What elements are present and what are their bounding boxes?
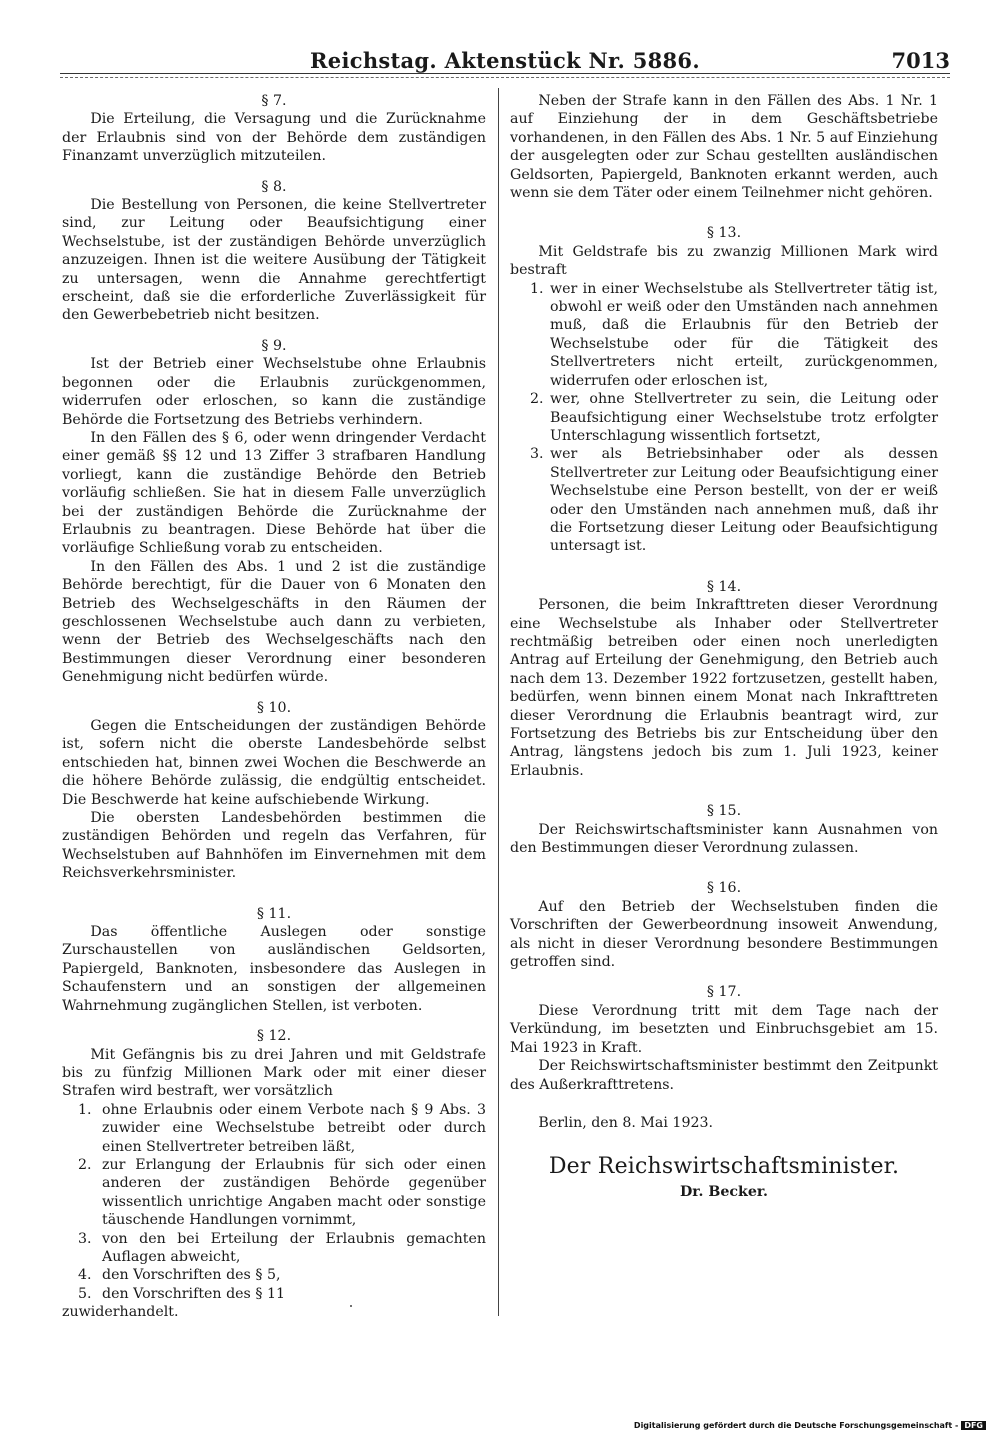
section-heading: § 17. — [706, 984, 742, 1001]
paragraph: Auf den Betrieb der Wechselstuben finden die Vorschriften der Gewerbeordnung insoweit Anwendung, als nicht in dieser Verordnung besondere Bestimmungen getroffen sind. — [510, 898, 938, 971]
section-heading: § 9. — [261, 337, 287, 354]
paragraph: Gegen die Entscheidungen der zuständigen Behörde ist, sofern nicht die oberste Landesbehörde selbst entschieden hat, binnen zwei Wochen die Beschwerde an die höhere Behörde zulässig, die endgültig entscheidet. Die Beschwerde hat keine aufschiebende Wirkung. — [62, 718, 486, 808]
list-item: 2. wer, ohne Stellvertreter zu sein, die Leitung oder Beaufsichtigung einer Wechselstube trotz erfolgter Unterschlagung wissentlich fortsetzt, — [530, 391, 938, 444]
section-heading: § 15. — [706, 803, 742, 820]
paragraph: Der Reichswirtschaftsminister kann Ausnahmen von den Bestimmungen dieser Verordnung zulassen. — [510, 821, 938, 857]
paragraph: Ist der Betrieb einer Wechselstube ohne Erlaubnis begonnen oder die Erlaubnis zurückgenommen, widerrufen oder erloschen, so kann die zuständige Behörde die Fortsetzung des Betriebs verhindern. — [62, 356, 486, 428]
list-item: 3. von den bei Erteilung der Erlaubnis gemachten Auflagen abweicht, — [78, 1230, 486, 1265]
signer-title: Der Reichswirtschaftsminister. — [548, 1154, 900, 1180]
penalty-list — [510, 280, 938, 556]
footer-text: Digitalisierung gefördert durch die Deutsche Forschungsgemeinschaft - — [633, 1421, 959, 1430]
section-heading: § 14. — [706, 578, 742, 595]
header-rule-dashed — [60, 77, 950, 78]
section-heading: § 7. — [261, 93, 287, 109]
paragraph: Die Erteilung, die Versagung und die Zurücknahme der Erlaubnis sind von der Behörde dem zuständigen Finanzamt unverzüglich mitzuteilen. — [62, 111, 486, 165]
section-heading: § 10. — [256, 699, 292, 716]
list-item: 2. zur Erlangung der Erlaubnis für sich oder einen anderen der zuständigen Behörde gegenüber wissentlich unrichtige Angaben macht oder sonstige täuschende Handlungen vornimmt, — [78, 1156, 486, 1229]
column-divider — [498, 88, 499, 1316]
list-item: 1. wer in einer Wechselstube als Stellvertreter tätig ist, obwohl er weiß oder den Umständen nach annehmen muß, daß die Erlaubnis für den Betrieb der Wechselstube oder für die Tätigkeit des Stellvertreters nicht erteilt, zurückgenommen, widerrufen oder erloschen ist, — [530, 280, 938, 389]
left-column — [62, 92, 486, 1322]
paragraph: In den Fällen des § 6, oder wenn dringender Verdacht einer gemäß §§ 12 und 13 Ziffer 3 strafbaren Handlung vorliegt, kann die zuständige Behörde den Betrieb vorläufig schließen. Sie hat in diesem Falle unverzüglich bei der zuständigen Behörde die Zurücknahme der Erlaubnis zu beantragen. Diese Behörde hat über die vorläufige Schließung vorab zu entscheiden. — [62, 429, 486, 557]
paragraph: Die Bestellung von Personen, die keine Stellvertreter sind, zur Leitung oder Beaufsichtigung einer Wechselstube, ist der zuständigen Behörde unverzüglich anzuzeigen. Ihnen ist die weitere Ausübung der Tätigkeit zu untersagen, wenn die Annahme gerechtfertigt erscheint, daß sie die erforderliche Zuverlässigkeit für den Gewerbebetrieb nicht besitzen. — [62, 197, 486, 324]
section-heading: § 16. — [706, 880, 742, 897]
paragraph: Der Reichswirtschaftsminister bestimmt den Zeitpunkt des Außerkrafttretens. — [510, 1058, 938, 1093]
paragraph: zuwiderhandelt. — [62, 1304, 179, 1321]
print-speck — [350, 1305, 352, 1307]
paragraph: Mit Geldstrafe bis zu zwanzig Millionen Mark wird bestraft — [510, 243, 938, 279]
paragraph: Mit Gefängnis bis zu drei Jahren und mit Geldstrafe bis zu fünfzig Millionen Mark oder mit einer dieser Strafen wird bestraft, wer vorsätzlich — [62, 1046, 486, 1100]
section-heading: § 8. — [261, 178, 287, 195]
place-date: Berlin, den 8. Mai 1923. — [538, 1114, 714, 1131]
list-item: 1. ohne Erlaubnis oder einem Verbote nach § 9 Abs. 3 zuwider eine Wechselstube betreibt oder durch einen Stellvertreter betreiben läßt, — [78, 1101, 486, 1155]
paragraph: Neben der Strafe kann in den Fällen des Abs. 1 Nr. 1 auf Einziehung der in dem Geschäftsbetriebe vorhandenen, in den Fällen des Abs. 1 Nr. 5 auf Einziehung der ausgelegten oder zur Schau gestellten ausländischen Geldsorten, Papiergeld, Banknoten erkannt werden, auch wenn sie dem Täter oder einem Teilnehmer nicht gehören. — [510, 93, 938, 202]
list-item: 3. wer als Betriebsinhaber oder als dessen Stellvertreter zur Leitung oder Beaufsichtigung einer Wechselstube eine Person bestellt, von der er weiß oder den Umständen nach annehmen muß, daß ihr die Fortsetzung dieser Leitung oder Beaufsichtigung untersagt ist. — [530, 446, 938, 555]
paragraph: In den Fällen des Abs. 1 und 2 ist die zuständige Behörde berechtigt, für die Dauer von 6 Monaten den Betrieb des Wechselgeschäfts in den Räumen der geschlossenen Wechselstube auch dann zu verbieten, wenn der Betrieb des Wechselgeschäfts nach den Bestimmungen dieser Verordnung einer besonderen Genehmigung nicht bedürfen würde. — [62, 558, 486, 686]
list-item: 4. den Vorschriften des § 5, — [78, 1267, 281, 1284]
page-number: 7013 — [891, 48, 950, 73]
signature-name: Dr. Becker. — [680, 1183, 768, 1200]
penalty-list — [62, 1101, 486, 1303]
paragraph: Die obersten Landesbehörden bestimmen die zuständigen Behörden und regeln das Verfahren, für Wechselstuben auf Bahnhöfen im Einvernehmen mit dem Reichsverkehrsminister. — [62, 810, 486, 882]
list-item: 5. den Vorschriften des § 11 — [78, 1285, 285, 1302]
dfg-logo: DFG — [961, 1421, 986, 1430]
right-column — [510, 92, 938, 1201]
header-rule — [60, 73, 950, 74]
paragraph: Personen, die beim Inkrafttreten dieser Verordnung eine Wechselstube als Inhaber oder Stellvertreter rechtmäßig betreiben oder einen noch unerledigten Antrag auf Erteilung der Genehmigung, den Betrieb auch nach dem 13. Dezember 1922 fortzusetzen, gestellt haben, bedürfen, wenn binnen einem Monat nach Inkrafttreten dieser Verordnung die Erlaubnis beantragt wird, zur Fortsetzung des Betriebs bis zur Entscheidung über den Antrag, längstens jedoch bis zum 1. Juli 1923, keiner Erlaubnis. — [510, 597, 938, 779]
section-heading: § 11. — [256, 905, 292, 922]
section-heading: § 13. — [706, 225, 742, 242]
digitization-footer — [634, 1421, 986, 1430]
paragraph: Diese Verordnung tritt mit dem Tage nach der Verkündung, im besetzten und Einbruchsgebiet am 15. Mai 1923 in Kraft. — [510, 1002, 938, 1056]
section-heading: § 12. — [256, 1028, 292, 1045]
running-title: Reichstag. Aktenstück Nr. 5886. — [310, 48, 700, 73]
paragraph: Das öffentliche Auslegen oder sonstige Zurschaustellen von ausländischen Geldsorten, Papiergeld, Banknoten, insbesondere das Auslegen in Schaufenstern und an sonstigen der allgemeinen Wahrnehmung zugänglichen Stellen, ist verboten. — [62, 924, 486, 1014]
